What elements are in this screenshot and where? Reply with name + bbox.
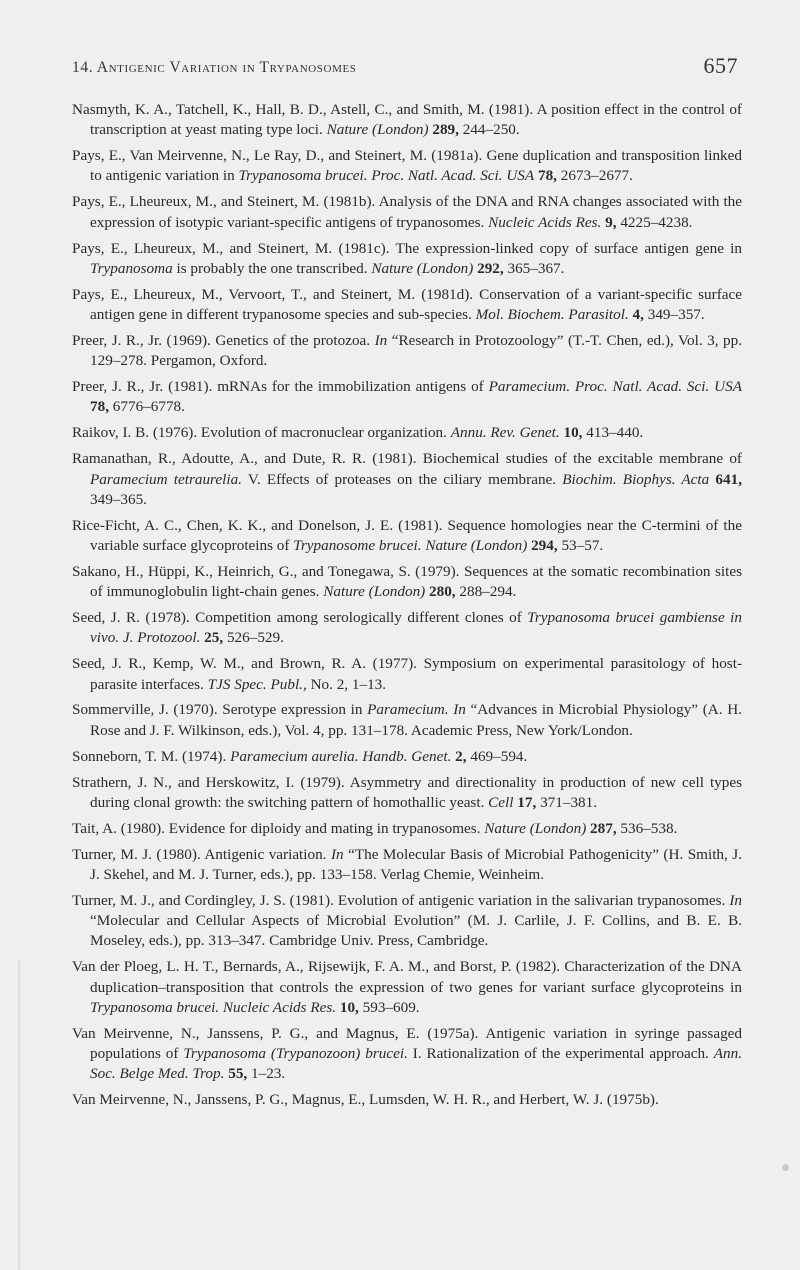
reference-italic-title: Paramecium tetraurelia. — [90, 470, 242, 488]
reference-entry — [72, 891, 742, 952]
reference-pages: 1–23. — [247, 1065, 286, 1083]
reference-italic-title: Trypanosoma (Trypanozoon) brucei. — [183, 1045, 408, 1063]
reference-journal: In — [729, 891, 742, 909]
reference-journal: Nucleic Acids Res. — [222, 998, 337, 1016]
reference-authors: Van der Ploeg, L. H. T., Bernards, A., Rijsewijk, F. A. M., and Borst, P. (1982). Characterization of the DNA duplication–transposition that controls the expression of two genes for variant surface glycoproteins in — [72, 958, 742, 996]
reference-italic-title: Trypanosome brucei. — [293, 536, 422, 554]
reference-rest: “The Molecular Basis of Microbial Pathogenicity” (H. Smith, J. J. Skehel, and M. J. Turner, eds.), pp. 133–158. Verlag Chemie, Weinheim. — [90, 845, 743, 883]
reference-entry — [72, 654, 742, 695]
reference-authors: Tait, A. (1980). Evidence for diploidy and mating in trypanosomes. — [72, 819, 485, 837]
reference-pages: 469–594. — [466, 747, 528, 765]
reference-pages: 288–294. — [455, 583, 517, 601]
reference-mid: V. Effects of proteases on the ciliary membrane. — [241, 470, 563, 488]
reference-italic-title: Paramecium. In — [367, 701, 466, 719]
reference-authors: Pays, E., Van Meirvenne, N., Le Ray, D., and Steinert, M. (1981a). Gene duplication and transposition linked to antigenic variation in — [72, 147, 742, 185]
reference-entry — [72, 449, 742, 510]
reference-journal: Annu. Rev. Genet. — [450, 424, 560, 442]
reference-authors: Van Meirvenne, N., Janssens, P. G., Magnus, E., Lumsden, W. H. R., and Herbert, W. J. (1975b). — [72, 1091, 659, 1109]
reference-entry — [72, 1024, 742, 1085]
reference-entry — [72, 377, 742, 418]
reference-pages: 349–357. — [643, 306, 705, 324]
reference-entry — [72, 239, 742, 280]
reference-mid: is probably the one transcribed. — [172, 259, 372, 277]
reference-authors: Sommerville, J. (1970). Serotype expression in — [72, 701, 368, 719]
reference-journal: J. Protozool. — [122, 629, 201, 647]
reference-pages: 536–538. — [616, 819, 678, 837]
reference-journal: Nature (London) — [323, 583, 426, 601]
reference-volume: 10, — [336, 998, 359, 1016]
reference-entry — [72, 957, 742, 1018]
reference-pages: 413–440. — [582, 424, 644, 442]
reference-entry — [72, 285, 742, 326]
reference-rest: “Advances in Microbial Physiology” (A. H. Rose and J. F. Wilkinson, eds.), Vol. 4, pp. 131–178. Academic Press, New York/London. — [90, 701, 742, 739]
reference-pages: 4225–4238. — [616, 213, 693, 231]
reference-entry — [72, 773, 742, 814]
reference-journal: Ann. Soc. Belge Med. Trop. — [90, 1045, 742, 1083]
reference-authors: Raikov, I. B. (1976). Evolution of macronuclear organization. — [72, 424, 451, 442]
reference-pages: 349–365. — [90, 490, 147, 508]
reference-rest: No. 2, 1–13. — [306, 675, 387, 693]
reference-authors: Sakano, H., Hüppi, K., Heinrich, G., and Tonegawa, S. (1979). Sequences at the somatic recombination sites of immunoglobulin light-chain genes. — [72, 562, 742, 601]
reference-volume: 292, — [473, 259, 504, 277]
reference-authors: Seed, J. R. (1978). Competition among serologically different clones of — [72, 609, 528, 627]
reference-list — [72, 100, 742, 1116]
reference-authors: Turner, M. J. (1980). Antigenic variation. — [72, 845, 331, 863]
reference-volume: 2, — [451, 747, 467, 765]
reference-authors: Pays, E., Lheureux, M., and Steinert, M. (1981c). The expression-linked copy of surface antigen gene in — [72, 239, 742, 257]
running-head — [72, 53, 738, 83]
reference-authors: Pays, E., Lheureux, M., and Steinert, M. (1981b). Analysis of the DNA and RNA changes associated with the expression of isotypic variant-specific antigens of trypanosomes. — [72, 193, 742, 231]
reference-volume: 78, — [90, 398, 109, 416]
reference-volume: 9, — [601, 213, 617, 231]
reference-entry — [72, 423, 742, 443]
reference-journal: Nature (London) — [326, 121, 429, 139]
reference-rest: “Molecular and Cellular Aspects of Microbial Evolution” (M. J. Carlile, J. F. Collins, and B. E. B. Moseley, eds.), pp. 313–347. Cambridge Univ. Press, Cambridge. — [90, 912, 742, 950]
scan-spot — [782, 1164, 789, 1171]
reference-journal: In — [330, 845, 344, 863]
reference-authors: Ramanathan, R., Adoutte, A., and Dute, R. R. (1981). Biochemical studies of the excitable membrane of — [72, 450, 742, 468]
reference-volume: 25, — [200, 629, 224, 647]
reference-volume: 10, — [559, 424, 583, 442]
reference-authors: Rice-Ficht, A. C., Chen, K. K., and Donelson, J. E. (1981). Sequence homologies near the C-termini of the variable surface glycoproteins of — [72, 516, 742, 554]
reference-journal: In — [374, 331, 388, 349]
page-edge-shadow — [18, 960, 21, 1270]
reference-journal: Proc. Natl. Acad. Sci. USA — [574, 378, 742, 396]
reference-mid: I. Rationalization of the experimental approach. — [407, 1045, 714, 1063]
reference-entry — [72, 562, 742, 603]
reference-journal: Mol. Biochem. Parasitol. — [475, 306, 629, 324]
reference-journal: Paramecium aurelia. Handb. Genet. — [230, 747, 452, 765]
reference-volume: 280, — [425, 583, 456, 601]
reference-rest: “Research in Protozoology” (T.-T. Chen, ed.), Vol. 3, pp. 129–278. Pergamon, Oxford. — [90, 331, 742, 370]
reference-journal: Biochim. Biophys. Acta — [562, 470, 710, 488]
reference-entry — [72, 747, 742, 767]
reference-entry — [72, 146, 742, 187]
reference-volume: 78, — [534, 167, 557, 185]
reference-entry — [72, 100, 742, 141]
reference-entry — [72, 608, 742, 649]
reference-authors: Pays, E., Lheureux, M., Vervoort, T., and Steinert, M. (1981d). Conservation of a variant-specific surface antigen gene in different trypanosome species and sub-species. — [72, 285, 742, 324]
reference-entry — [72, 819, 742, 839]
page-number: 657 — [703, 53, 738, 78]
reference-authors: Seed, J. R., Kemp, W. M., and Brown, R. A. (1977). Symposium on experimental parasitology of host-parasite interfaces. — [72, 655, 742, 693]
reference-journal: Proc. Natl. Acad. Sci. USA — [371, 167, 535, 185]
reference-entry — [72, 192, 742, 233]
reference-journal: TJS Spec. Publ., — [207, 675, 307, 693]
reference-authors: Strathern, J. N., and Herskowitz, I. (1979). Asymmetry and directionality in production of new cell types during clonal growth: the switching pattern of homothallic yeast. — [72, 773, 742, 811]
reference-entry — [72, 700, 742, 741]
reference-pages: 53–57. — [557, 536, 604, 554]
reference-pages: 526–529. — [223, 629, 284, 647]
reference-volume: 17, — [513, 793, 537, 811]
reference-authors: Preer, J. R., Jr. (1981). mRNAs for the immobilization antigens of — [72, 378, 489, 396]
reference-italic-title: Trypanosoma brucei gambiense in vivo. — [90, 609, 742, 647]
reference-pages: 244–250. — [458, 121, 520, 139]
reference-volume: 641, — [709, 470, 742, 488]
reference-italic-title: Paramecium. — [488, 378, 570, 396]
reference-journal: Cell — [488, 793, 514, 811]
reference-authors: Nasmyth, K. A., Tatchell, K., Hall, B. D., Astell, C., and Smith, M. (1981). A position effect in the control of transcription at yeast mating type loci. — [72, 101, 742, 139]
reference-volume: 294, — [527, 536, 558, 554]
reference-journal: Nature (London) — [484, 819, 587, 837]
reference-volume: 55, — [224, 1065, 248, 1083]
reference-authors: Sonneborn, T. M. (1974). — [72, 747, 231, 765]
reference-pages: 371–381. — [536, 793, 598, 811]
reference-pages: 365–367. — [503, 259, 565, 277]
reference-journal: Nucleic Acids Res. — [488, 213, 602, 231]
reference-entry — [72, 331, 742, 372]
reference-entry — [72, 1090, 742, 1110]
reference-entry — [72, 845, 742, 886]
reference-pages: 6776–6778. — [108, 398, 185, 416]
reference-volume: 287, — [586, 819, 617, 837]
reference-italic-title: Trypanosoma brucei. — [238, 167, 368, 185]
reference-journal: Nature (London) — [371, 259, 474, 277]
reference-journal: Nature (London) — [425, 536, 528, 554]
reference-volume: 4, — [628, 306, 644, 324]
reference-pages: 2673–2677. — [556, 167, 633, 185]
reference-pages: 593–609. — [358, 998, 420, 1016]
reference-authors: Van Meirvenne, N., Janssens, P. G., and Magnus, E. (1975a). Antigenic variation in syringe passaged populations of — [72, 1024, 742, 1063]
reference-volume: 289, — [428, 121, 459, 139]
reference-italic-title: Trypanosoma — [90, 259, 173, 277]
reference-authors: Preer, J. R., Jr. (1969). Genetics of the protozoa. — [72, 331, 375, 349]
chapter-title: 14. Antigenic Variation in Trypanosomes — [72, 59, 357, 76]
reference-italic-title: Trypanosoma brucei. — [90, 998, 220, 1016]
reference-entry — [72, 516, 742, 557]
reference-authors: Turner, M. J., and Cordingley, J. S. (1981). Evolution of antigenic variation in the salivarian trypanosomes. — [72, 891, 730, 909]
